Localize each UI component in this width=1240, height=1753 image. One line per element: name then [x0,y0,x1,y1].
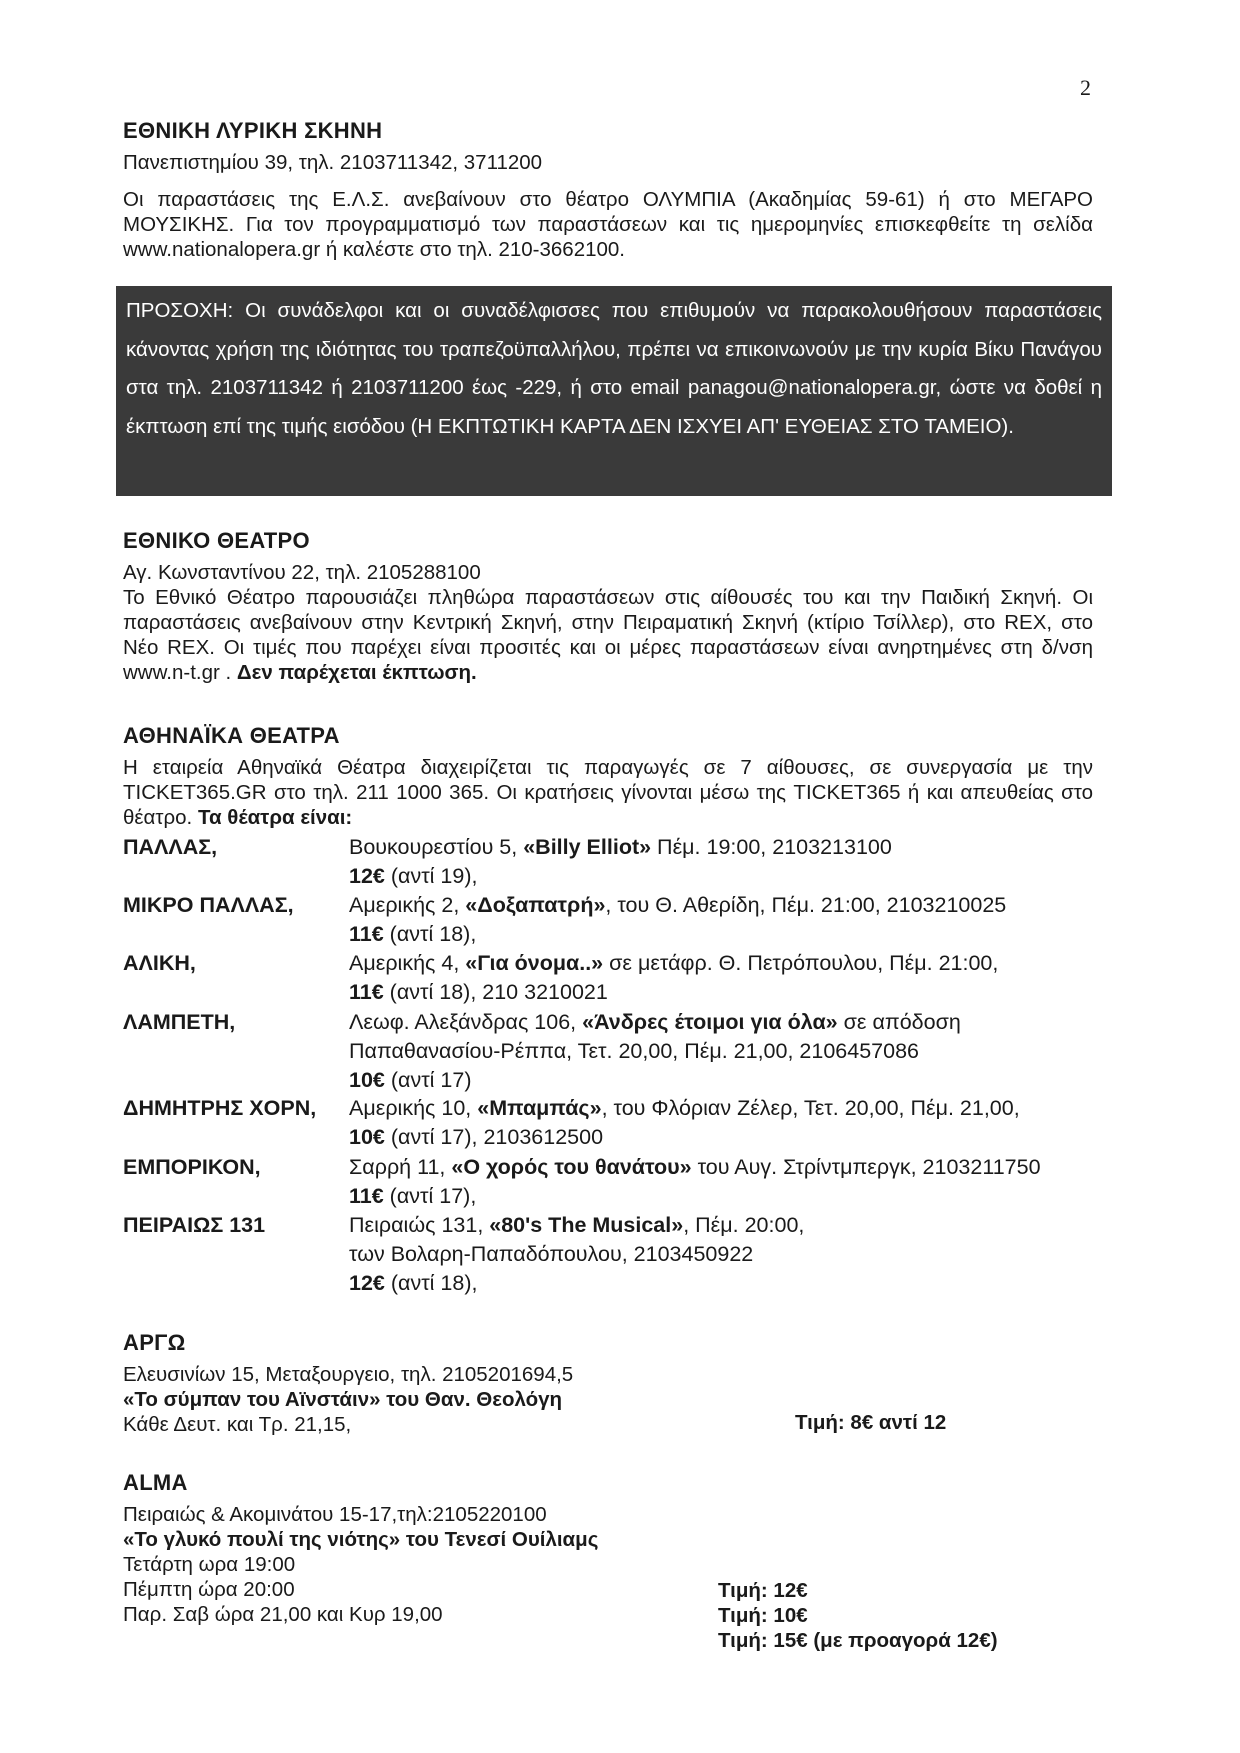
schedule: Κάθε Δευτ. και Τρ. 21,15, [123,1413,352,1436]
section-title: ΑΘΗΝΑΪΚΑ ΘΕΑΤΡΑ [123,723,340,748]
play-title: «Το σύμπαν του Αϊνστάιν» του Θαν. Θεολόγη [123,1388,563,1411]
theatre-name: ΔΗΜΗΤΡΗΣ ΧΟΡΝ, [123,1096,317,1120]
section-argo [123,1330,1093,1437]
section-title: ALMA [123,1470,188,1495]
schedule-row: Παρ. Σαβ ώρα 21,00 και Κυρ 19,00 [123,1603,443,1626]
theatre-details: Βουκουρεστίου 5, «Billy Elliot» Πέμ. 19:00, 2103213100 12€ (αντί 19), [349,835,892,888]
section-address: Πειραιώς & Ακομινάτου 15-17,τηλ:2105220100 [123,1503,547,1526]
theatre-name: ΠΕΙΡΑΙΩΣ 131 [123,1213,266,1237]
ticket-price: Τιμή: 8€ αντί 12 [795,1411,947,1434]
theatre-details: Αμερικής 10, «Μπαμπάς», του Φλόριαν Ζέλερ, Τετ. 20,00, Πέμ. 21,00, 10€ (αντί 17), 2103612500 [349,1096,1020,1149]
section-title: ΑΡΓΩ [123,1330,186,1355]
section-ethniko [123,528,1093,685]
section-address: Πανεπιστημίου 39, τηλ. 2103711342, 3711200 [123,151,543,174]
theatre-name: ΑΛΙΚΗ, [123,951,196,975]
play-title: «Το γλυκό πουλί της νιότης» του Τενεσί Ουίλιαμς [123,1528,599,1551]
section-lyriki [123,118,1093,262]
ticket-price: Τιμή: 15€ (με προαγορά 12€) [718,1629,998,1652]
section-athinaika [123,723,1093,830]
ticket-price: Τιμή: 10€ [718,1604,808,1627]
page-number: 2 [1080,75,1091,100]
section-address: Ελευσινίων 15, Μεταξουργειο, τηλ. 2105201694,5 [123,1363,574,1386]
section-title: ΕΘΝΙΚΗ ΛΥΡΙΚΗ ΣΚΗΝΗ [123,118,383,143]
no-discount-note: Δεν παρέχεται έκπτωση. [236,661,477,684]
schedule-row: Τετάρτη ωρα 19:00 [123,1553,296,1576]
section-address: Αγ. Κωνσταντίνου 22, τηλ. 2105288100 [123,561,481,584]
section-text: Το Εθνικό Θέατρο παρουσιάζει πληθώρα παραστάσεων στις αίθουσές του και την Παιδική Σκηνή. Οι παραστάσεις ανεβαίνουν στην Κεντρική Σκηνή, στην Πειραματική Σκηνή (κτίριο Τσίλλερ), στο REX, στο Νέο REX. Οι τιμές που παρέχει είναι προσιτές και οι μέρες παραστάσεων είναι ανηρτημένες στη δ/νση www.n-t.gr . Δεν παρέχεται έκπτωση. [123,586,1093,684]
schedule-row: Πέμπτη ώρα 20:00 [123,1578,295,1601]
theatre-details: Αμερικής 4, «Για όνομα..» σε μετάφρ. Θ. Πετρόπουλου, Πέμ. 21:00, 11€ (αντί 18), 210 3210021 [349,951,999,1004]
theatre-name: ΛΑΜΠΕΤΗ, [123,1010,236,1034]
section-text: Οι παραστάσεις της Ε.Λ.Σ. ανεβαίνουν στο θέατρο ΟΛΥΜΠΙΑ (Ακαδημίας 59-61) ή στο ΜΕΓΑΡΟ ΜΟΥΣΙΚΗΣ. Για τον προγραμματισμό των παραστάσεων και τις ημερομηνίες επισκεφθείτε τη σελίδα www.nationalopera.gr ή καλέστε στο τηλ. 210-3662100. [123,188,1093,261]
section-title: ΕΘΝΙΚΟ ΘΕΑΤΡΟ [123,528,310,553]
theatre-details: Σαρρή 11, «Ο χορός του θανάτου» του Αυγ. Στρίντμπεργκ, 2103211750 11€ (αντί 17), [349,1155,1041,1208]
section-text: Η εταιρεία Αθηναϊκά Θέατρα διαχειρίζεται τις παραγωγές σε 7 αίθουσες, σε συνεργασία με την TICKET365.GR στο τηλ. 211 1000 365. Οι κρατήσεις γίνονται μέσω της TICKET365 ή και απευθείας στο θέατρο. Τα θέατρα είναι: [123,756,1093,829]
list-intro: Τα θέατρα είναι: [197,806,353,829]
theatre-details: Λεωφ. Αλεξάνδρας 106, «Άνδρες έτοιμοι για όλα» σε απόδοση Παπαθανασίου-Ρέππα, Τετ. 20,00, Πέμ. 21,00, 2106457086 10€ (αντί 17) [349,1010,961,1092]
theatre-name: ΕΜΠΟΡΙΚΟΝ, [123,1155,261,1179]
section-alma [123,1470,1093,1627]
theatre-name: ΠΑΛΛΑΣ, [123,835,218,859]
notice-box: ΠΡΟΣΟΧΗ: Οι συνάδελφοι και οι συναδέλφισσες που επιθυμούν να παρακολουθήσουν παραστάσεις κάνοντας χρήση της ιδιότητας του τραπεζοϋπαλλήλου, πρέπει να επικοινωνούν με την κυρία Βίκυ Πανάγου στα τηλ. 2103711342 ή 2103711200 έως -229, ή στο email panagou@nationalopera.gr, ώστε να δοθεί η έκπτωση επί της τιμής εισόδου (Η ΕΚΠΤΩΤΙΚΗ ΚΑΡΤΑ ΔΕΝ ΙΣΧΥΕΙ ΑΠ' ΕΥΘΕΙΑΣ ΣΤΟ ΤΑΜΕΙΟ). [116,286,1112,496]
theatre-name: ΜΙΚΡΟ ΠΑΛΛΑΣ, [123,893,294,917]
ticket-price: Τιμή: 12€ [718,1579,808,1602]
theatre-details: Αμερικής 2, «Δοξαπατρή», του Θ. Αθερίδη, Πέμ. 21:00, 2103210025 11€ (αντί 18), [349,893,1007,946]
theatre-details: Πειραιώς 131, «80's The Musical», Πέμ. 20:00, των Βολαρη-Παπαδόπουλου, 2103450922 12€ (αντί 18), [349,1213,805,1295]
